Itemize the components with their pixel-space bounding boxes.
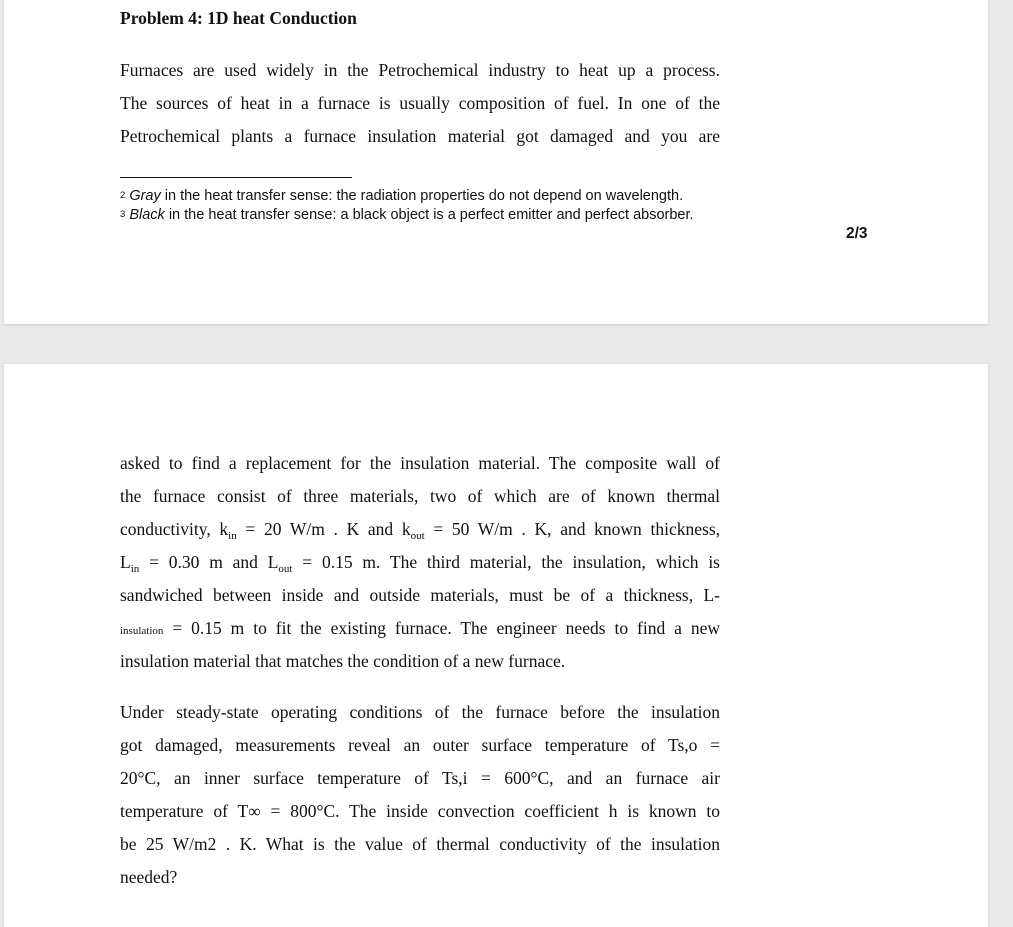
text-segment: = 0.15 m to fit the existing furnace. The engineer needs to find a new: [163, 618, 720, 638]
text-line: [120, 513, 720, 546]
problem-paragraph-1: [120, 447, 720, 678]
footnote-2: [120, 187, 694, 206]
page-number: 2/3: [846, 225, 868, 242]
text-segment: = 50 W/m . K, and known thickness,: [424, 519, 720, 539]
footnotes: [120, 187, 694, 225]
document-page-2: [4, 364, 988, 927]
text-line: [120, 612, 720, 645]
text-line: got damaged, measurements reveal an outer surface temperature of Ts,o =: [120, 735, 720, 755]
text-line: [120, 546, 720, 579]
text-line: needed?: [120, 867, 178, 887]
problem-paragraph-2: [120, 696, 720, 894]
footnote-3: [120, 206, 694, 225]
text-line: 20°C, an inner surface temperature of Ts,i = 600°C, and an furnace air: [120, 768, 720, 788]
text-segment: = 0.15 m. The third material, the insulation, which is: [292, 552, 720, 572]
subscript-label: insulation: [120, 625, 164, 637]
footnote-marker: 2: [120, 190, 126, 201]
footnote-marker: 3: [120, 209, 126, 220]
intro-paragraph: [120, 54, 720, 153]
text-line: The sources of heat in a furnace is usually composition of fuel. In one of the: [120, 93, 720, 113]
footnote-term: Black: [129, 207, 165, 223]
text-line: be 25 W/m2 . K. What is the value of thermal conductivity of the insulation: [120, 834, 720, 854]
footnote-divider: [120, 177, 352, 178]
footnote-text: in the heat transfer sense: the radiation properties do not depend on wavelength.: [160, 188, 684, 204]
text-segment: conductivity, k: [120, 519, 229, 539]
document-page-1: [4, 0, 988, 324]
subscript: out: [278, 563, 293, 575]
footnote-term: Gray: [129, 188, 161, 204]
text-line: insulation material that matches the condition of a new furnace.: [120, 651, 566, 671]
text-line: asked to find a replacement for the insulation material. The composite wall of: [120, 453, 720, 473]
text-line: Under steady-state operating conditions of the furnace before the insulation: [120, 702, 720, 722]
subscript: in: [130, 563, 140, 575]
subscript: in: [228, 530, 237, 542]
text-line: Petrochemical plants a furnace insulation material got damaged and you are: [120, 126, 720, 146]
text-segment: = 20 W/m . K and k: [236, 519, 411, 539]
text-line: sandwiched between inside and outside materials, must be of a thickness, L-: [120, 585, 720, 605]
text-line: the furnace consist of three materials, two of which are of known thermal: [120, 486, 720, 506]
footnote-text: in the heat transfer sense: a black object is a perfect emitter and perfect absorber.: [164, 207, 694, 223]
text-segment: L: [120, 552, 131, 572]
problem-heading: Problem 4: 1D heat Conduction: [120, 8, 357, 28]
text-line: temperature of T∞ = 800°C. The inside convection coefficient h is known to: [120, 801, 720, 821]
text-line: Furnaces are used widely in the Petrochemical industry to heat up a process.: [120, 60, 720, 80]
text-segment: = 0.30 m and L: [139, 552, 279, 572]
subscript: out: [410, 530, 425, 542]
